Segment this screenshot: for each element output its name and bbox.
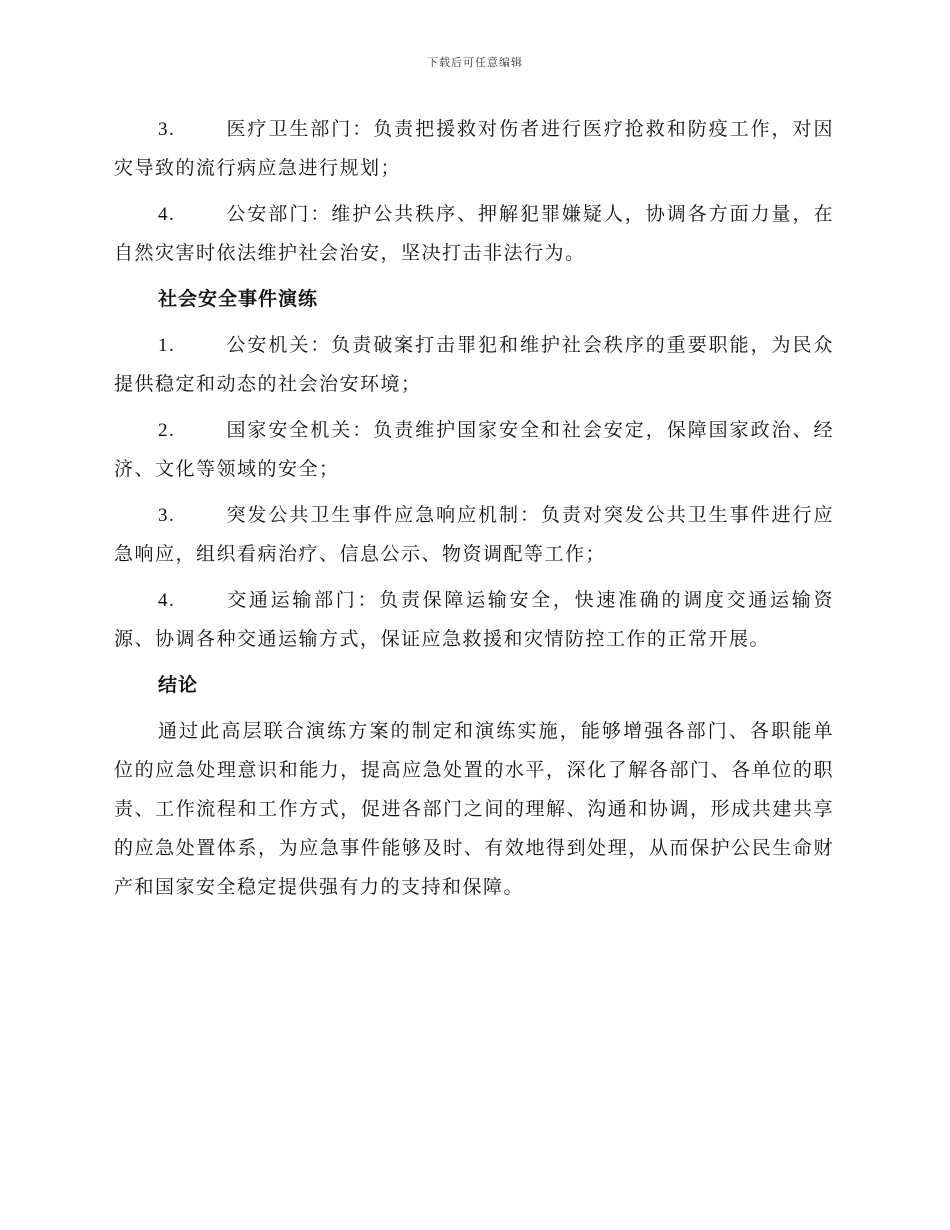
conclusion-paragraph: 通过此高层联合演练方案的制定和演练实施，能够增强各部门、各职能单位的应急处理意识和能力，提高应急处置的水平，深化了解各部门、各单位的职责、工作流程和工作方式，促进各部门之间的理解、沟通和协调，形成共建共享的应急处置体系，为应急事件能够及时、有效地得到处理，从而保护公民生命财产和国家安全稳定提供强有力的支持和保障。 [114, 720, 834, 898]
list-item [114, 496, 834, 574]
item-text: 交通运输部门：负责保障运输安全，快速准确的调度交通运输资源、协调各种交通运输方式，保证应急救援和灾情防控工作的正常开展。 [114, 589, 834, 650]
list-item [114, 326, 834, 404]
item-number: 4. [158, 204, 176, 225]
item-text: 公安机关：负责破案打击罪犯和维护社会秩序的重要职能，为民众提供稳定和动态的社会治安环境； [114, 334, 834, 395]
section-heading-social-security: 社会安全事件演练 [158, 288, 319, 310]
section-heading-conclusion: 结论 [158, 674, 199, 696]
list-item [114, 581, 834, 659]
item-text: 医疗卫生部门：负责把援救对伤者进行医疗抢救和防疫工作，对因灾导致的流行病应急进行规划； [114, 118, 834, 179]
item-number: 3. [158, 119, 176, 140]
item-text: 突发公共卫生事件应急响应机制：负责对突发公共卫生事件进行应急响应，组织看病治疗、信息公示、物资调配等工作； [114, 504, 834, 565]
list-item [114, 195, 834, 273]
document-body [114, 110, 834, 914]
item-number: 2. [158, 420, 176, 441]
item-number: 3. [158, 505, 176, 526]
list-item [114, 110, 834, 188]
item-text: 国家安全机关：负责维护国家安全和社会安定，保障国家政治、经济、文化等领域的安全； [114, 419, 834, 480]
item-number: 1. [158, 335, 176, 356]
item-number: 4. [158, 590, 176, 611]
page-header: 下载后可任意编辑 [427, 56, 523, 69]
item-text: 公安部门：维护公共秩序、押解犯罪嫌疑人，协调各方面力量，在自然灾害时依法维护社会治安，坚决打击非法行为。 [114, 203, 834, 264]
list-item [114, 411, 834, 489]
